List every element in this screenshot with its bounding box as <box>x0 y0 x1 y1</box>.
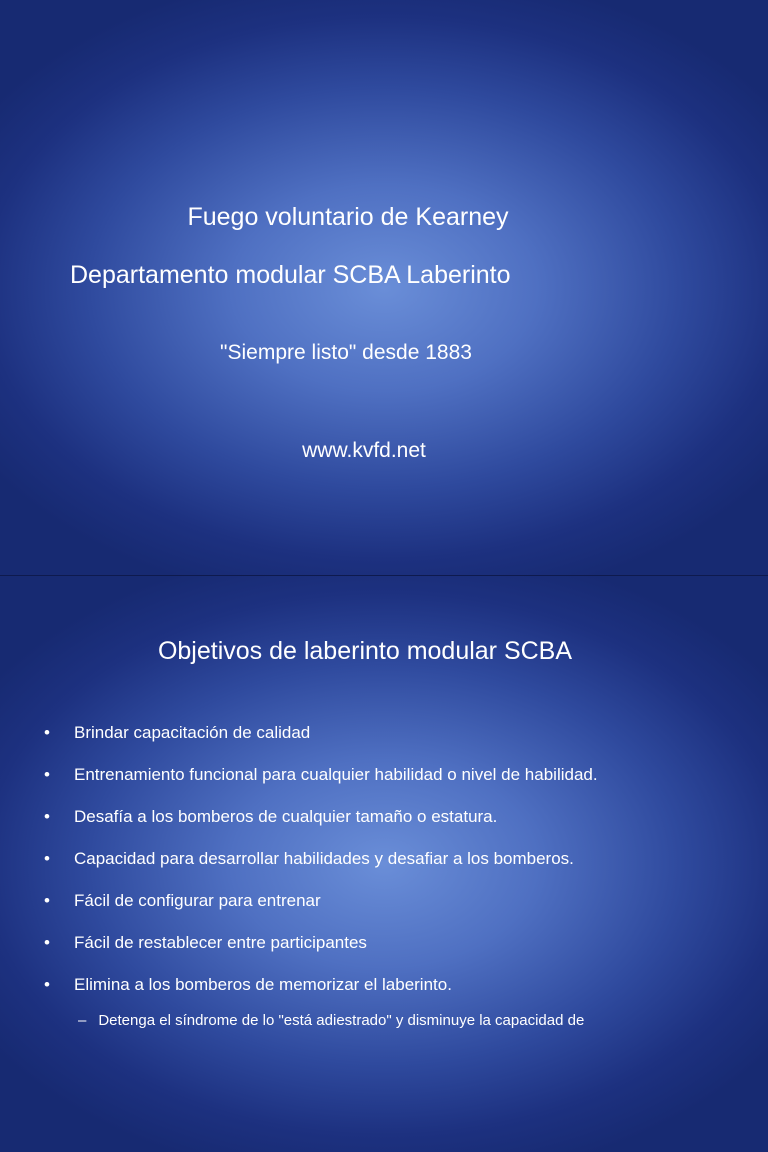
motto-text: "Siempre listo" desde 1883 <box>220 341 472 364</box>
slide-title-line-2: Departamento modular SCBA Laberinto <box>70 261 511 289</box>
bullet-icon: • <box>44 849 50 868</box>
sub-list-item-text: Detenga el síndrome de lo "está adiestrado" y disminuye la capacidad de <box>98 1012 585 1029</box>
slide-title-line-1: Fuego voluntario de Kearney <box>187 203 509 231</box>
list-item-text: Elimina a los bomberos de memorizar el laberinto. <box>74 975 452 994</box>
list-item-text: Fácil de configurar para entrenar <box>74 891 321 910</box>
bullet-icon: • <box>44 765 50 784</box>
list-item-text: Capacidad para desarrollar habilidades y desafiar a los bomberos. <box>74 849 574 868</box>
bullet-icon: • <box>44 891 50 910</box>
objectives-title: Objetivos de laberinto modular SCBA <box>157 637 573 665</box>
sub-list-item <box>78 1012 584 1029</box>
bullet-icon: • <box>44 723 50 742</box>
list-item-text: Brindar capacitación de calidad <box>74 723 311 742</box>
list-item-text: Desafía a los bomberos de cualquier tamaño o estatura. <box>74 807 498 826</box>
website-link[interactable]: www.kvfd.net <box>302 439 426 462</box>
dash-icon: – <box>78 1012 87 1029</box>
objectives-slide <box>0 576 768 1152</box>
bullet-icon: • <box>44 933 50 952</box>
list-item-text: Entrenamiento funcional para cualquier habilidad o nivel de habilidad. <box>74 765 598 784</box>
bullet-icon: • <box>44 807 50 826</box>
list-item-text: Fácil de restablecer entre participantes <box>74 933 367 952</box>
bullet-icon: • <box>44 975 50 994</box>
